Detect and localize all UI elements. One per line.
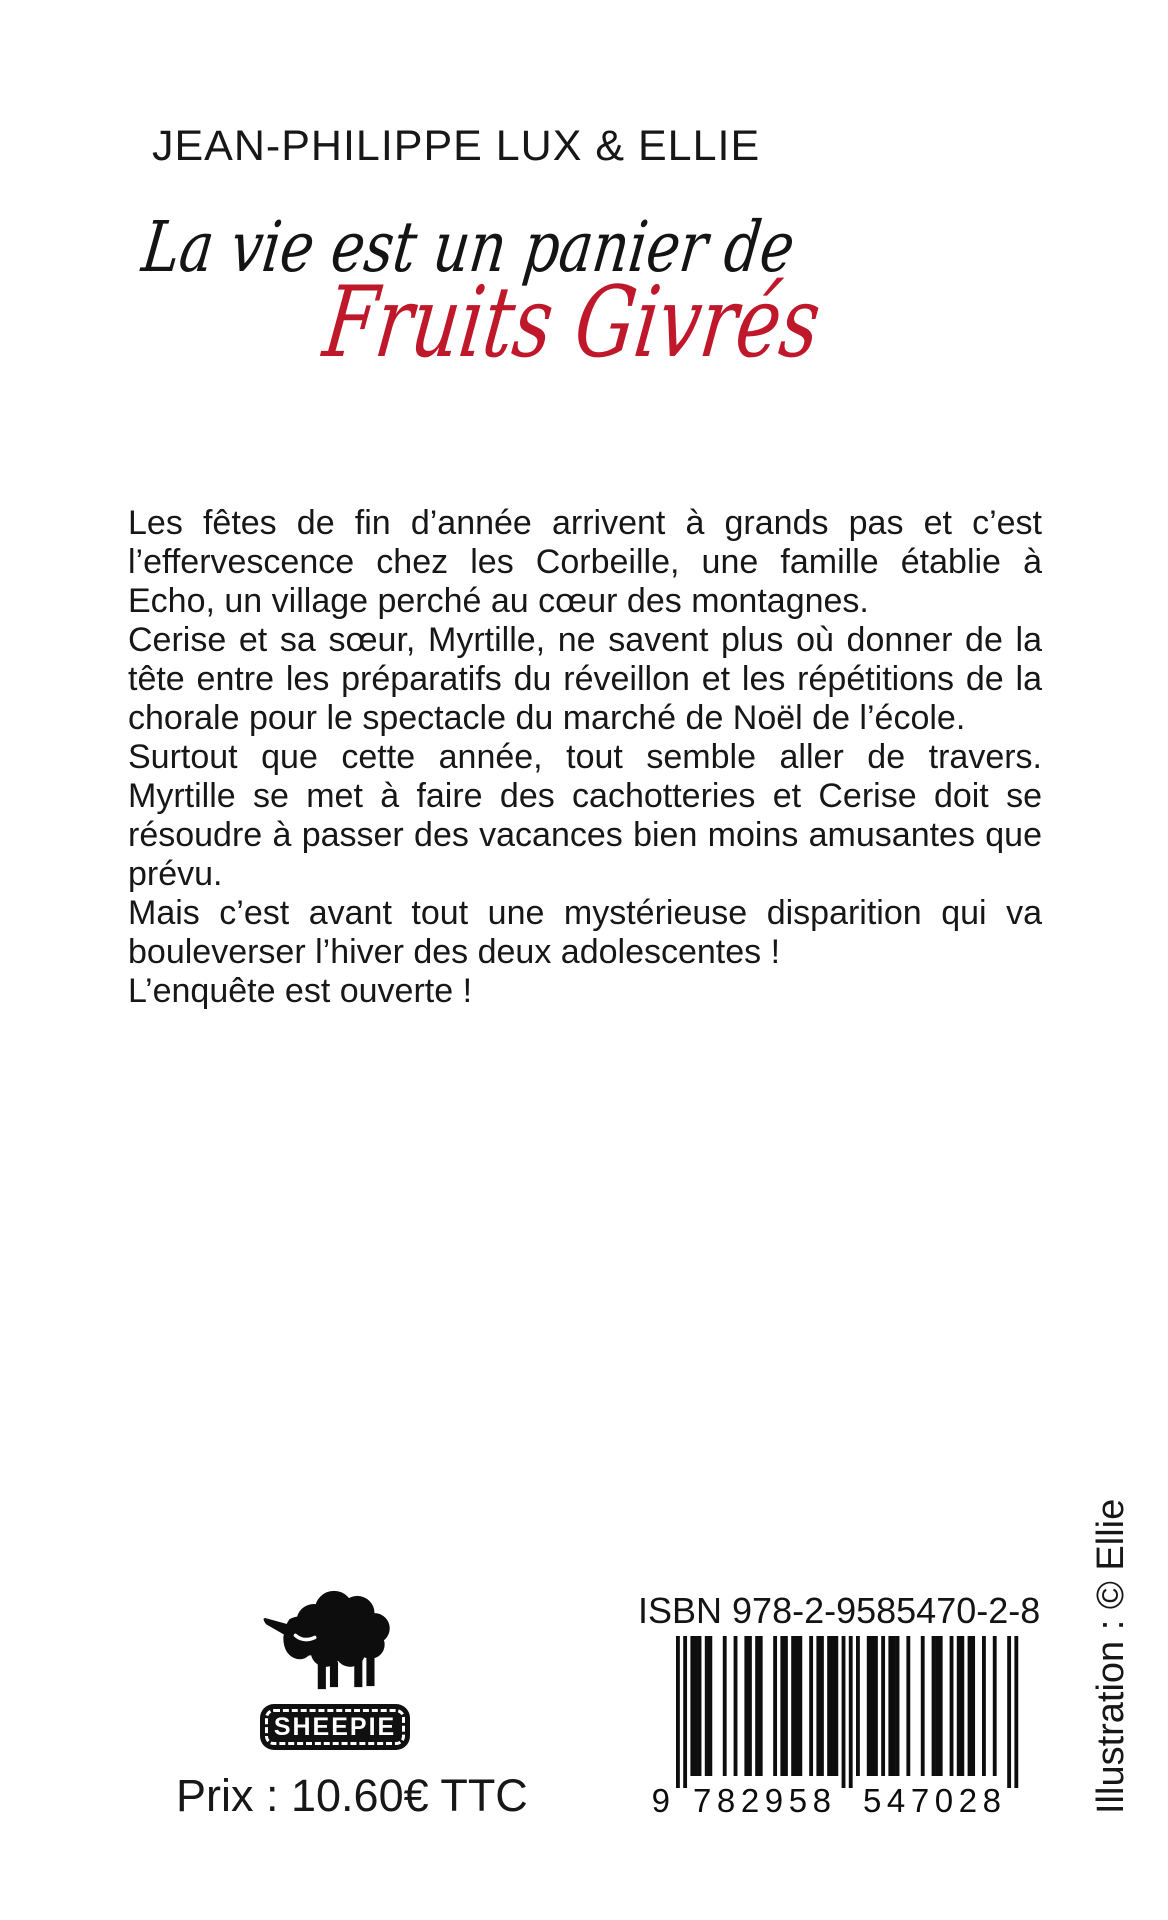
blurb-paragraph: Mais c’est avant tout une mystérieuse disparition qui va bouleverser l’hiver des deux adolescentes ! [128,894,1042,971]
back-blurb [128,504,1042,1011]
ean-barcode [640,1636,1025,1816]
book-title-line2: Fruits Givrés [318,266,827,380]
svg-text:782958: 782958 [693,1782,831,1816]
isbn-label: ISBN 978-2-9585470-2-8 [638,1590,1041,1631]
blurb-paragraph: Surtout que cette année, tout semble aller de travers. Myrtille se met à faire des cachotteries et Cerise doit se résoudre à passer des vacances bien moins amusantes que prévu. [128,738,1042,893]
book-title-line1: La vie est un panier de [138,206,799,288]
illustration-credit: Illustration : © Ellie [1090,1498,1132,1814]
publisher-banner [260,1704,410,1750]
svg-text:9: 9 [651,1782,670,1816]
author-line: JEAN-PHILIPPE LUX & ELLIE [152,122,761,170]
blurb-paragraph: Les fêtes de fin d’année arrivent à grands pas et c’est l’effervescence chez les Corbeille, une famille établie à Echo, un village perché au cœur des montagnes. [128,504,1042,620]
price-line: Prix : 10.60€ TTC [176,1770,528,1821]
svg-text:547028: 547028 [863,1782,1001,1816]
blurb-paragraph: L’enquête est ouverte ! [128,972,473,1010]
publisher-banner-label: SHEEPIE [273,1712,397,1741]
publisher-logo [176,1582,494,1750]
black-sheep-icon [259,1582,411,1700]
blurb-paragraph: Cerise et sa sœur, Myrtille, ne savent plus où donner de la tête entre les préparatifs du réveillon et les répétitions de la chorale pour le spectacle du marché de Noël de l’école. [128,621,1042,737]
